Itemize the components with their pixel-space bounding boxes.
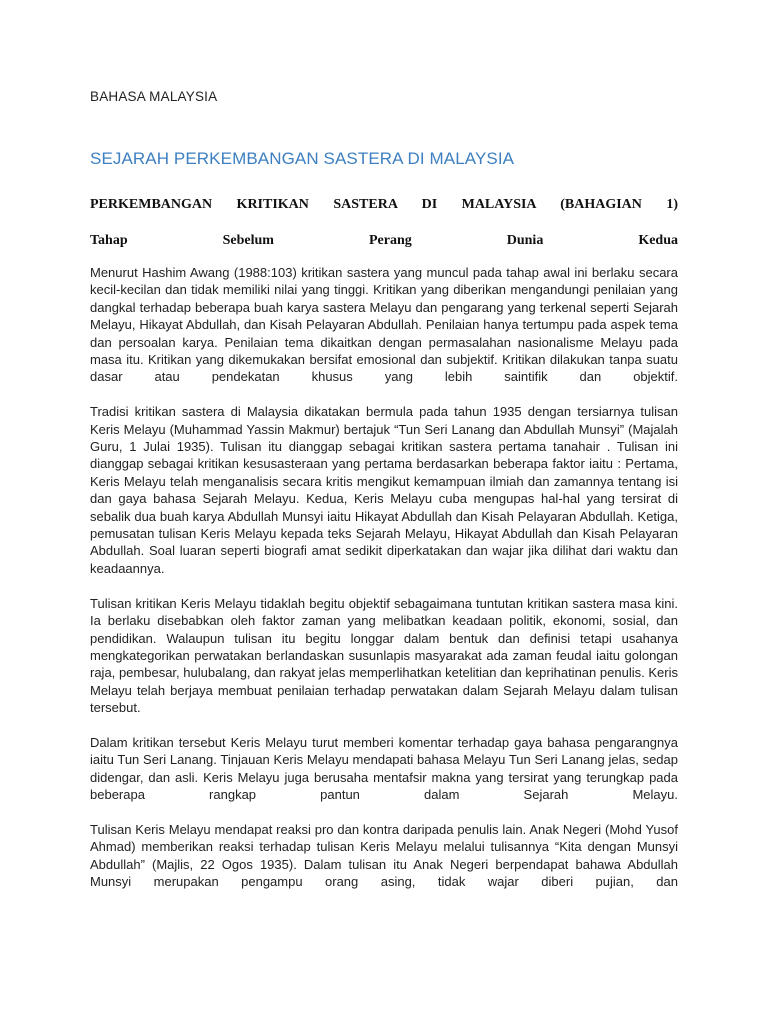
paragraph-1: Menurut Hashim Awang (1988:103) kritikan sastera yang muncul pada tahap awal ini berlaku secara kecil-kecilan dan tidak memiliki nilai yang tinggi. Kritikan yang diberikan mengandungi penilaian yang dangkal terhadap beberapa buah karya sastera Melayu dan pengarang yang terkenal seperti Sejarah Melayu, Hikayat Abdullah, dan Kisah Pelayaran Abdullah. Penilaian hanya tertumpu pada aspek tema dan persoalan karya. Penilaian tema dikaitkan dengan permasalahan nasionalisme Melayu pada masa itu. Kritikan yang dikemukakan bersifat emosional dan subjektif. Kritikan dilakukan tanpa suatu dasar atau pendekatan khusus yang lebih saintifik dan objektif. [90,265,678,385]
paragraph-3: Tulisan kritikan Keris Melayu tidaklah begitu objektif sebagaimana tuntutan kritikan sastera masa kini. Ia berlaku disebabkan oleh faktor zaman yang melibatkan keadaan politik, ekonomi, sosial, dan pendidikan. Walaupun tulisan itu begitu longgar dalam bentuk dan definisi tetapi usahanya mengkategorikan perwatakan berlandaskan susunlapis masyarakat ada zaman feudal iaitu golongan raja, pembesar, hulubalang, dan rakyat jelas memperlihatkan ketelitian dan keprihatinan penulis. Keris Melayu telah berjaya membuat penilaian terhadap perwatakan dalam Sejarah Melayu dalam tulisan tersebut. [90,595,678,716]
document-content [90,88,678,908]
paragraph-4: Dalam kritikan tersebut Keris Melayu turut memberi komentar terhadap gaya bahasa pengarangnya iaitu Tun Seri Lanang. Tinjauan Keris Melayu mendapati bahasa Melayu Tun Seri Lanang jelas, sedap didengar, dan asli. Keris Melayu juga berusaha mentafsir makna yang tersirat yang terungkap pada beberapa rangkap pantun dalam Sejarah Melayu. [90,734,678,803]
paragraph-2: Tradisi kritikan sastera di Malaysia dikatakan bermula pada tahun 1935 dengan tersiarnya tulisan Keris Melayu (Muhammad Yassin Makmur) bertajuk “Tun Seri Lanang dan Abdullah Munsyi” (Majalah Guru, 1 Julai 1935). Tulisan itu dianggap sebagai kritikan sastera pertama tanahair . Tulisan ini dianggap sebagai kritikan kesusasteraan yang pertama berdasarkan beberapa faktor iaitu : Pertama, Keris Melayu telah menganalisis secara kritis mengikut kemampuan ilmiah dan zamannya tentang isi dan gaya bahasa Sejarah Melayu. Kedua, Keris Melayu cuba mengupas hal-hal yang tersirat di sebalik dua buah karya Abdullah Munsyi iaitu Hikayat Abdullah dan Kisah Pelayaran Abdullah. Ketiga, pemusatan tulisan Keris Melayu kepada teks Sejarah Melayu, Hikayat Abdullah dan Kisah Pelayaran Abdullah. Soal luaran seperti biografi amat sedikit diperkatakan dan wajar jika dilihat dari waktu dan keadaannya. [90,404,678,576]
page-title: SEJARAH PERKEMBANGAN SASTERA DI MALAYSIA [90,149,515,168]
paragraph-5: Tulisan Keris Melayu mendapat reaksi pro dan kontra daripada penulis lain. Anak Negeri (Mohd Yusof Ahmad) memberikan reaksi terhadap tulisan Keris Melayu melalui tulisannya “Kita dengan Munsyi Abdullah” (Majlis, 22 Ogos 1935). Dalam tulisan itu Anak Negeri berpendapat bahawa Abdullah Munsyi merupakan pengampu orang asing, tidak wajar diberi pujian, dan [90,821,678,890]
section-heading: PERKEMBANGAN KRITIKAN SASTERA DI MALAYSIA (BAHAGIAN 1) [90,197,678,212]
document-label: BAHASA MALAYSIA [90,89,218,104]
section-subheading: Tahap Sebelum Perang Dunia Kedua [90,233,678,248]
